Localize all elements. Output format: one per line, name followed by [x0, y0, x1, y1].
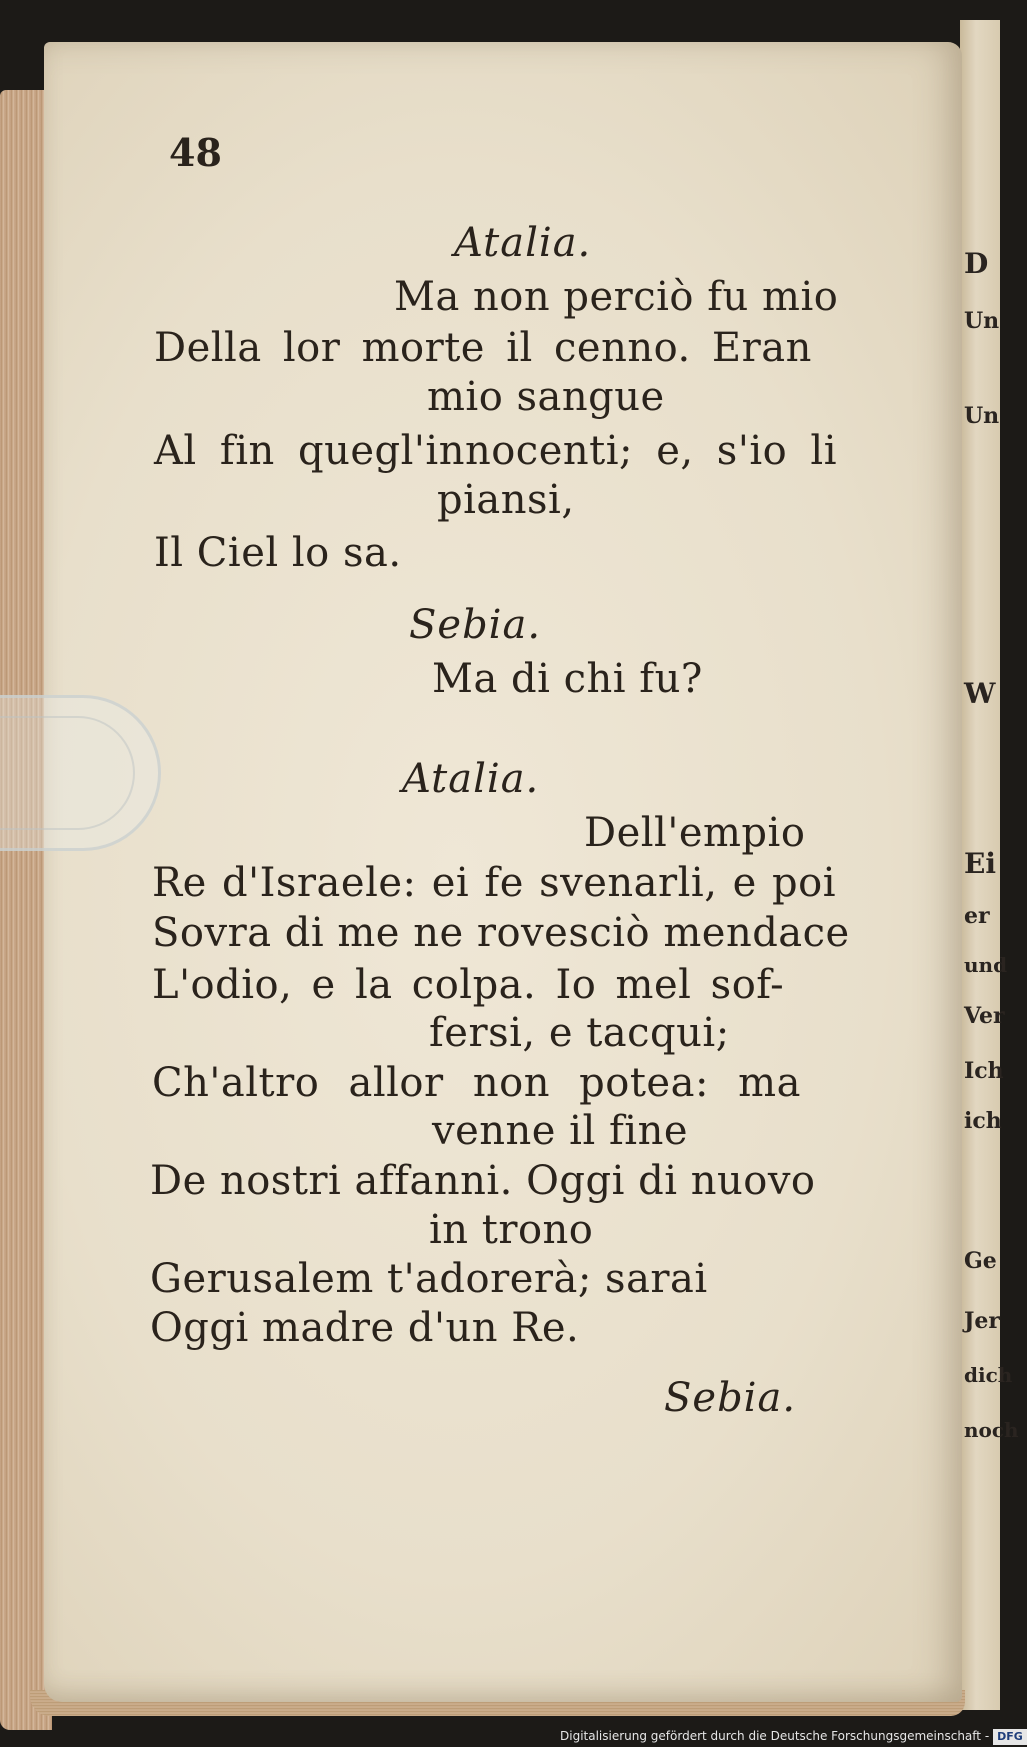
facing-page-fragment: Ver — [964, 1003, 1005, 1029]
verse-line: fersi, e tacqui; — [429, 1010, 730, 1056]
speaker-name: Atalia. — [454, 220, 592, 266]
facing-page-fragment: Ge — [964, 1248, 997, 1274]
dfg-logo: DFG — [993, 1729, 1027, 1745]
verse-line: piansi, — [437, 477, 575, 523]
verse-line: venne il fine — [432, 1108, 689, 1154]
facing-page-fragment: und — [964, 953, 1008, 977]
facing-page-fragment: Un — [964, 403, 1000, 429]
book-page — [44, 42, 962, 1702]
verse-line: mio sangue — [427, 374, 665, 420]
verse-line: Ma non perciò fu mio — [394, 274, 839, 320]
verse-line: Gerusalem t'adorerà; sarai — [150, 1256, 708, 1302]
page-number: 48 — [169, 130, 222, 175]
verse-line: Ch'altro allor non potea: ma — [152, 1060, 801, 1106]
verse-line: Al fin quegl'innocenti; e, s'io li — [154, 428, 837, 474]
page-text — [44, 42, 962, 1702]
facing-page-fragment: D — [964, 247, 989, 280]
facing-page-fragment: ich — [964, 1108, 1002, 1134]
page-clip-inner — [0, 716, 135, 830]
speaker-name: Sebia. — [664, 1375, 797, 1421]
facing-page-fragment: noch — [964, 1418, 1019, 1442]
facing-page-fragment: Ei — [964, 847, 996, 880]
verse-line: L'odio, e la colpa. Io mel sof- — [152, 962, 785, 1008]
speaker-name: Atalia. — [402, 756, 540, 802]
facing-page-fragment: Un — [964, 308, 1000, 334]
footer-text: Digitalisierung gefördert durch die Deutsche Forschungsgemeinschaft - — [560, 1729, 990, 1743]
facing-page-fragment: Ich — [964, 1058, 1004, 1084]
facing-page-fragment: er — [964, 903, 990, 929]
verse-line: Sovra di me ne rovesciò mendace — [152, 910, 850, 956]
facing-page-fragment: W — [964, 677, 996, 710]
digitization-footer — [560, 1725, 1023, 1747]
verse-line: Oggi madre d'un Re. — [150, 1305, 580, 1351]
verse-line: De nostri affanni. Oggi di nuovo — [150, 1158, 816, 1204]
verse-line: Re d'Israele: ei fe svenarli, e poi — [152, 860, 837, 906]
facing-page-fragment: Jer — [964, 1308, 1000, 1334]
facing-page — [960, 20, 1019, 1710]
verse-line: Il Ciel lo sa. — [154, 530, 402, 576]
verse-line: in trono — [429, 1207, 594, 1253]
verse-line: Ma di chi fu? — [432, 656, 703, 702]
verse-line: Dell'empio — [584, 810, 806, 856]
page-clip — [0, 695, 161, 851]
verse-line: Della lor morte il cenno. Eran — [154, 325, 812, 371]
speaker-name: Sebia. — [409, 602, 542, 648]
facing-page-fragment: dich — [964, 1363, 1013, 1387]
